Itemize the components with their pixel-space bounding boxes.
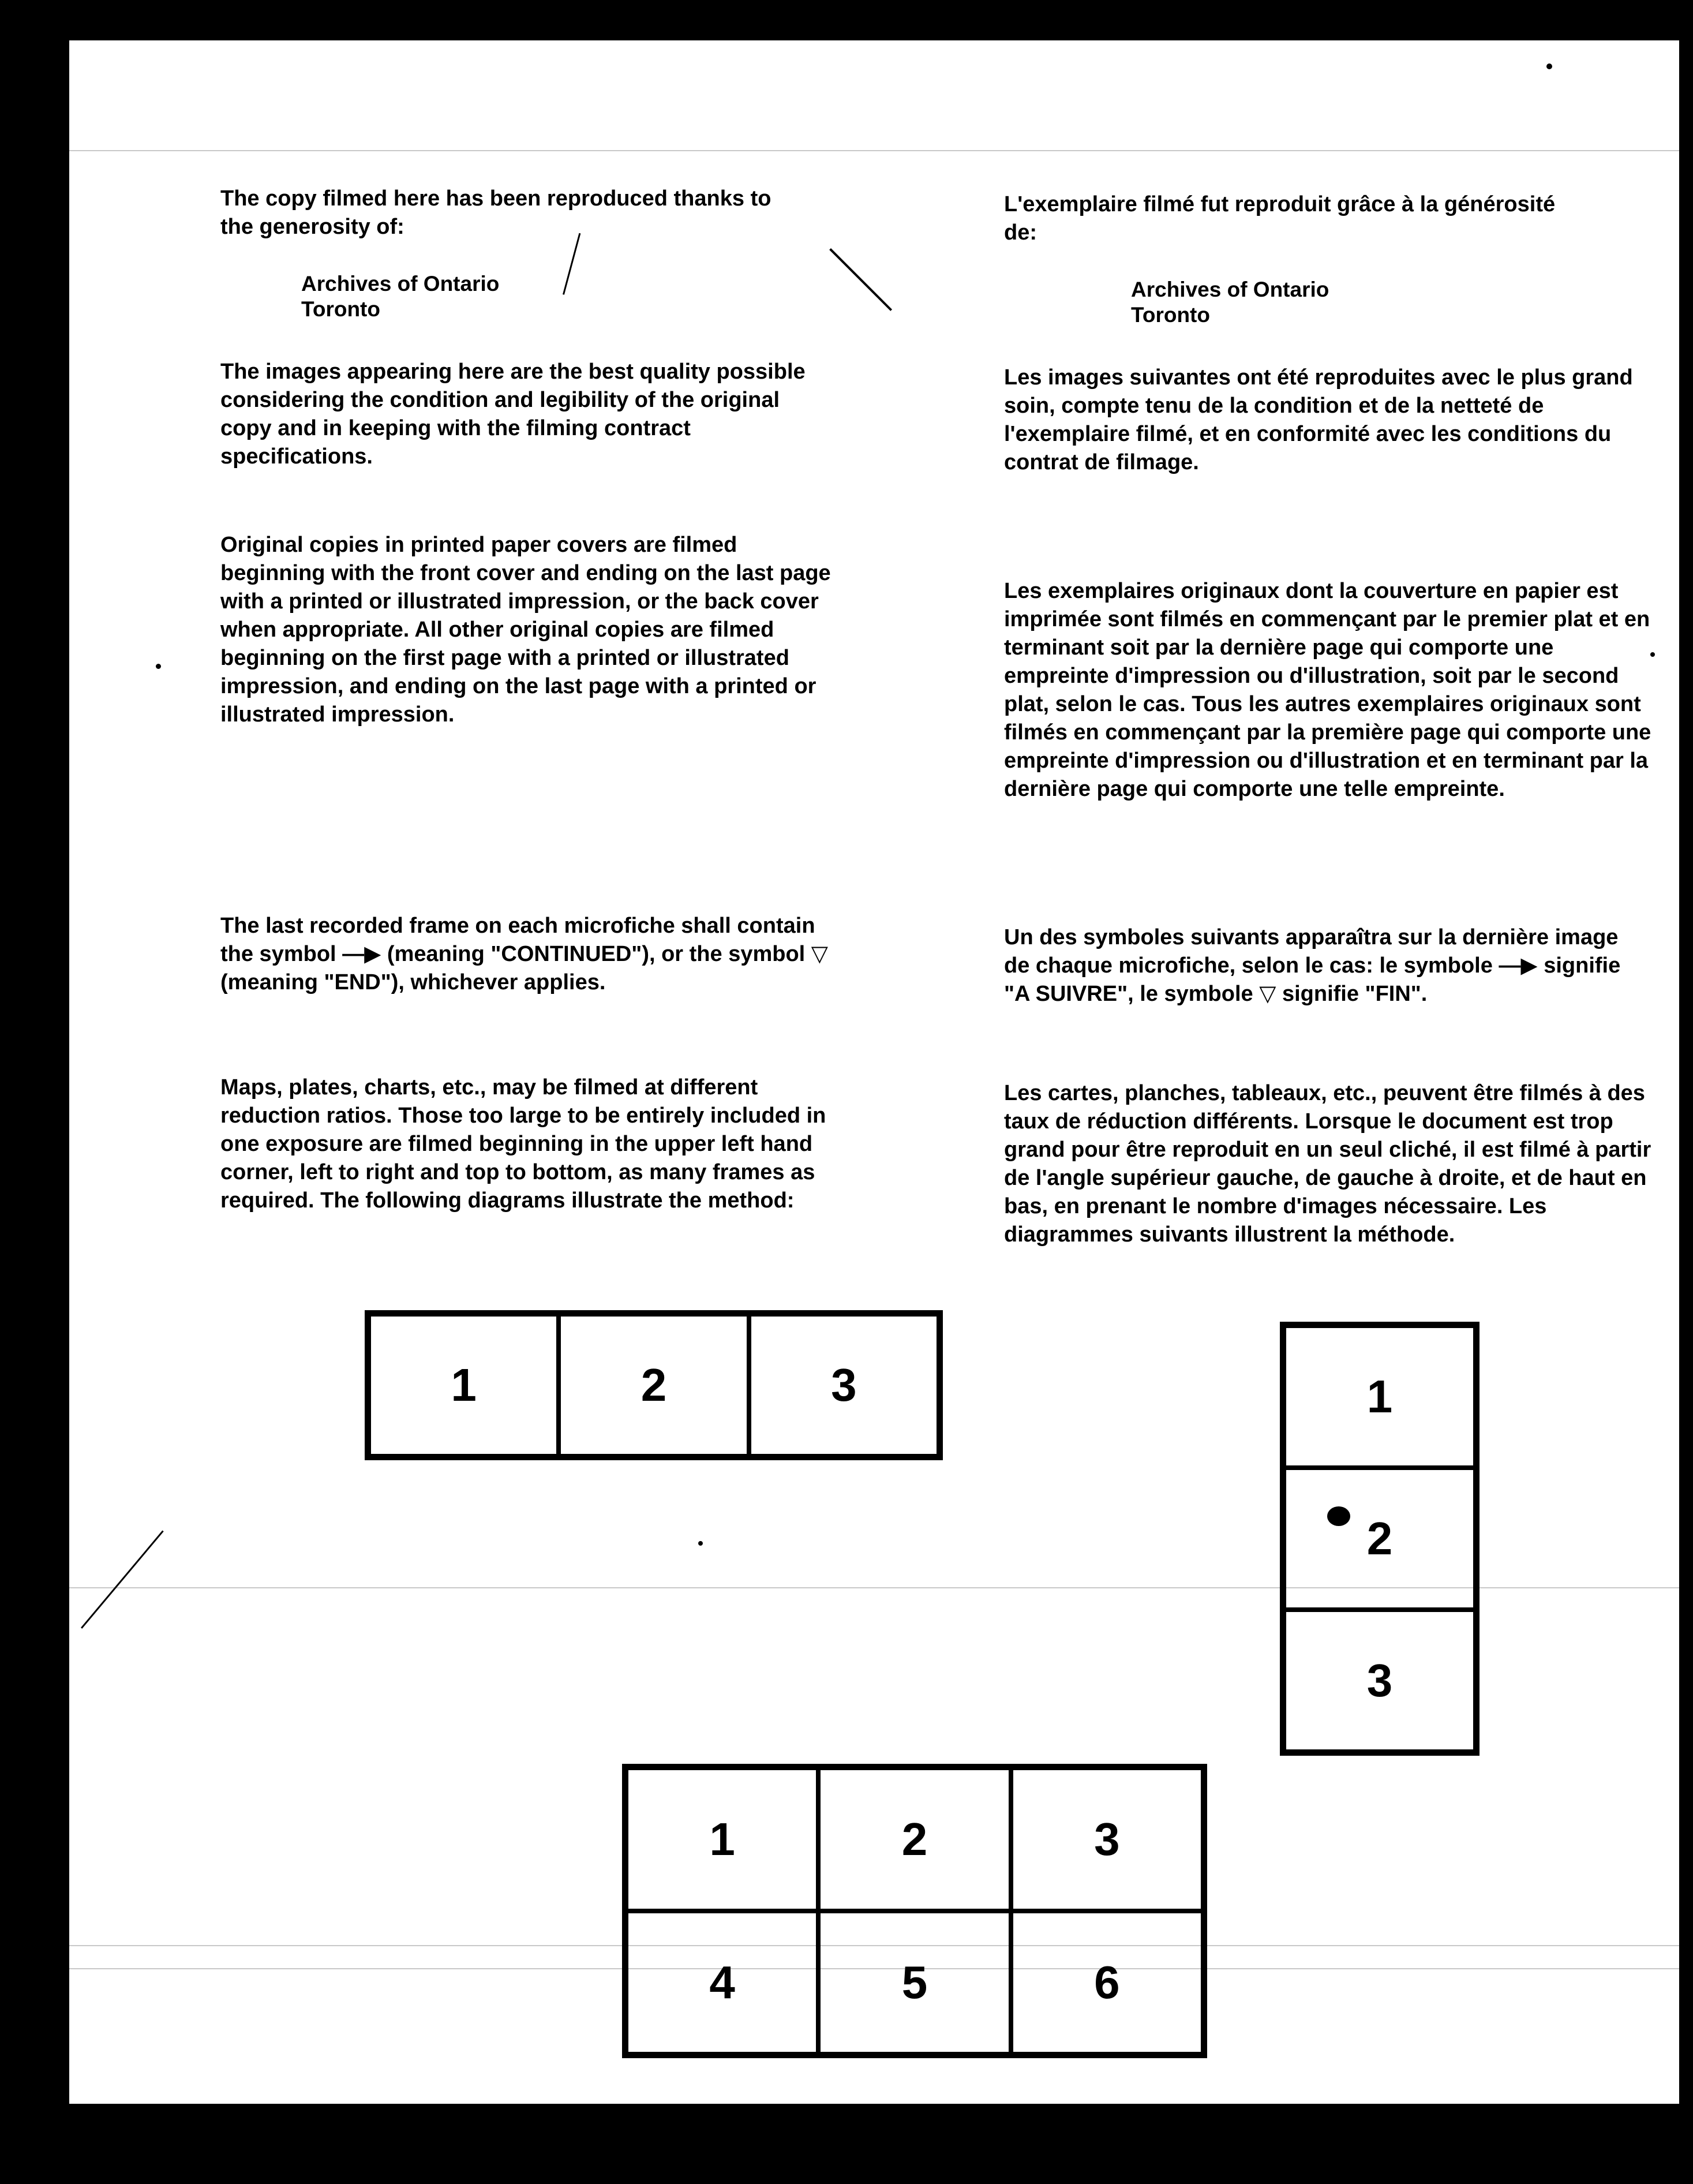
scan-scratch: [829, 248, 892, 311]
diagram-cell: 1: [626, 1768, 818, 1911]
english-credit-name: Archives of Ontario: [301, 272, 500, 296]
diagram-cell: 6: [1011, 1911, 1203, 2054]
scan-speck: [1546, 63, 1552, 69]
diagram-cell: 5: [818, 1911, 1010, 2054]
french-original-copies-paragraph: Les exemplaires originaux dont la couverture en papier est imprimée sont filmés en commençant par le premier plat et en terminant soit par la dernière page qui comporte une empreinte d'impression ou d'illustration, soit par le second plat, selon le cas. Tous les autres exemplaires originaux sont filmés en commençant par la première page qui comporte une empreinte d'impression ou d'illustration et en terminant par la dernière page qui comporte une telle empreinte.: [1004, 579, 1651, 801]
diagram-cell: 2: [559, 1314, 748, 1456]
diagram-cell: 3: [1284, 1610, 1475, 1752]
diagram-cell: 1: [1284, 1326, 1475, 1468]
scan-speck: [1650, 652, 1655, 657]
english-credit: [301, 271, 499, 322]
diagram-cell: 3: [1011, 1768, 1203, 1911]
english-maps-paragraph: Maps, plates, charts, etc., may be filmed at different reduction ratios. Those too large to be entirely included in one exposure are filmed beginning in the upper left hand corner, left to right and top to bottom, as many frames as required. The following diagrams illustrate the method:: [220, 1075, 826, 1213]
diagram-cell: 2: [818, 1768, 1010, 1911]
english-intro: The copy filmed here has been reproduced thanks to the generosity of:: [220, 186, 771, 239]
scan-speck: [1327, 1506, 1350, 1526]
scan-scratch: [563, 233, 580, 295]
diagram-cell: 2: [1284, 1468, 1475, 1610]
diagram-cell: 1: [369, 1314, 559, 1456]
french-intro: L'exemplaire filmé fut reproduit grâce à la générosité de:: [1004, 192, 1556, 245]
diagram-grid: [622, 1764, 1207, 2058]
scan-speck: [156, 664, 161, 669]
microfiche-target-page: [69, 40, 1679, 2104]
french-maps-paragraph: Les cartes, planches, tableaux, etc., peuvent être filmés à des taux de réduction différents. Lorsque le document est trop grand pour être reproduit en un seul cliché, il est filmé à partir de l'angle supérieur gauche, de gauche à droite, et de haut en bas, en prenant le nombre d'images nécessaire. Les diagrammes suivants illustrent la méthode.: [1004, 1081, 1651, 1247]
scan-scratch: [81, 1530, 164, 1628]
diagram-cell: 3: [749, 1314, 939, 1456]
english-credit-city: Toronto: [301, 297, 380, 321]
french-credit: [1131, 277, 1329, 328]
english-last-frame-paragraph: The last recorded frame on each microfiche shall contain the symbol —▶ (meaning "CONTINUED"), or the symbol ▽ (meaning "END"), whichever applies.: [220, 914, 829, 994]
french-last-frame-paragraph: Un des symboles suivants apparaîtra sur la dernière image de chaque microfiche, selon le cas: le symbole —▶ signifie "A SUIVRE", le symbole ▽ signifie "FIN".: [1004, 925, 1621, 1006]
french-credit-city: Toronto: [1131, 303, 1210, 327]
scan-speck: [698, 1541, 703, 1546]
diagram-vertical: [1280, 1322, 1479, 1756]
french-quality-paragraph: Les images suivantes ont été reproduites avec le plus grand soin, compte tenu de la condition et de la netteté de l'exemplaire filmé, et en conformité avec les conditions du contrat de filmage.: [1004, 365, 1633, 474]
diagram-horizontal: [365, 1310, 943, 1460]
english-original-copies-paragraph: Original copies in printed paper covers are filmed beginning with the front cover and ending on the last page with a printed or illustrated impression, or the back cover when appropriate. All other original copies are filmed beginning on the first page with a printed or illustrated impression, and ending on the last page with a printed or illustrated impression.: [220, 533, 831, 727]
diagram-cell: 4: [626, 1911, 818, 2054]
french-credit-name: Archives of Ontario: [1131, 278, 1329, 301]
scan-line: [69, 150, 1679, 151]
english-quality-paragraph: The images appearing here are the best quality possible considering the condition and legibility of the original copy and in keeping with the filming contract specifications.: [220, 360, 806, 469]
